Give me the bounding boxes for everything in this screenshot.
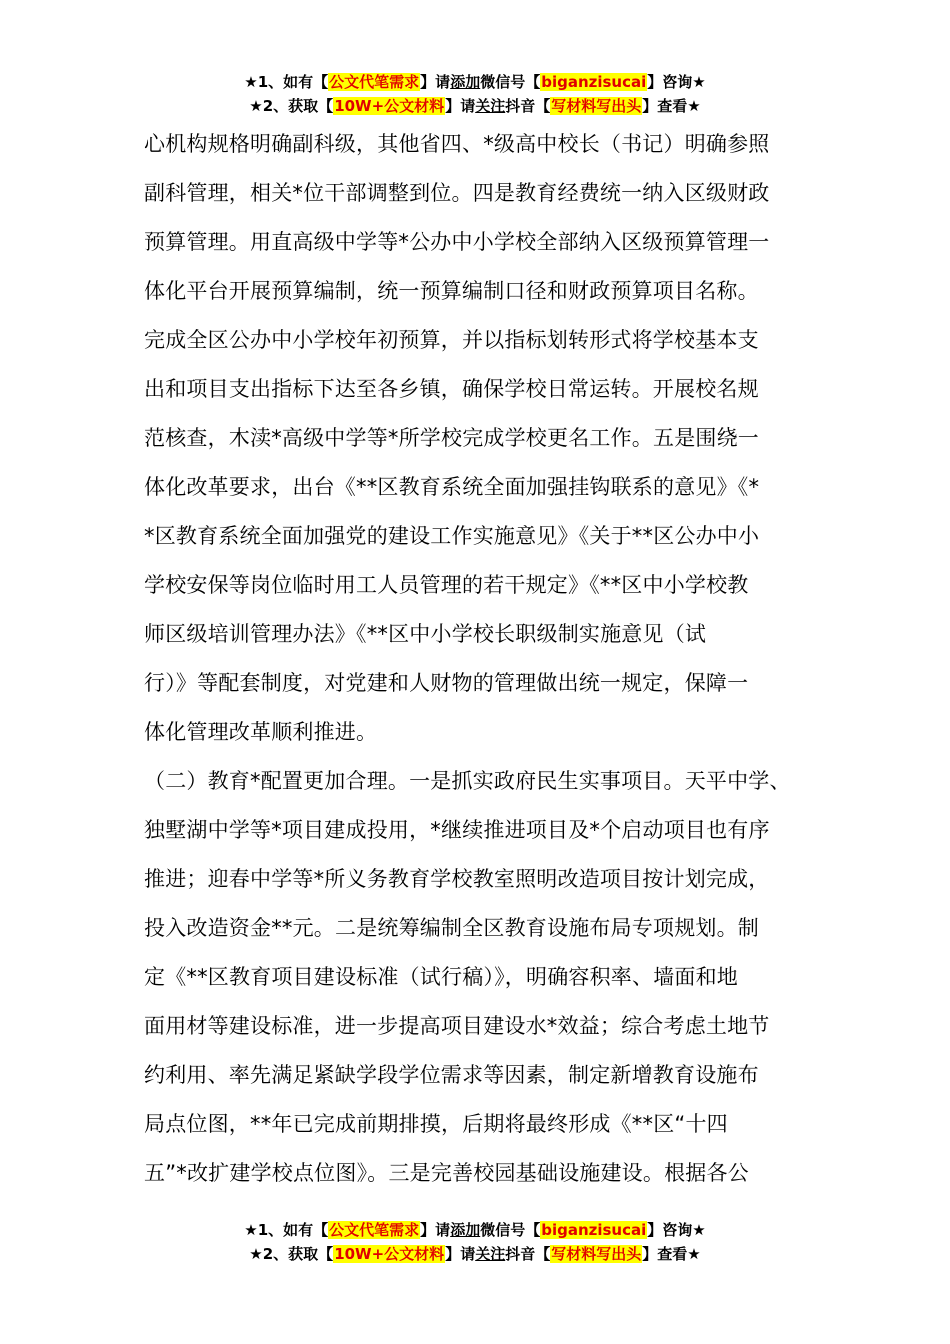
text-line: *区教育系统全面加强党的建设工作实施意见》《关于**区公办中小 [144,524,760,548]
text-line: 师区级培训管理办法》《**区中小学校长职级制实施意见（试 [144,622,707,646]
highlight-douyin-account: 写材料写出头 [551,1245,642,1263]
text-line: 独墅湖中学等*项目建成投用，*继续推进项目及*个启动项目也有序 [144,818,770,842]
text-line: 定《**区教育项目建设标准（试行稿）》，明确容积率、墙面和地 [144,965,738,989]
banner-text: 】查看★ [642,1245,701,1263]
text-line: 行）》等配套制度，对党建和人财物的管理做出统一规定，保障一 [144,671,749,695]
header-banner [0,70,950,118]
text-line: 面用材等建设标准，进一步提高项目建设水*效益；综合考虑土地节 [144,1014,770,1038]
footer-banner [0,1218,950,1266]
banner-text: 微信号【 [480,1221,541,1239]
banner-text: 】咨询★ [647,1221,706,1239]
underlined-add: 添加 [450,73,481,91]
highlight-wechat-id: biganzisucai [541,1221,647,1239]
text-line: 体化改革要求，出台《**区教育系统全面加强挂钩联系的意见》《* [144,475,760,499]
text-line: 投入改造资金**元。二是统筹编制全区教育设施布局专项规划。制 [144,916,759,940]
highlight-materials: 10W+公文材料 [334,1245,445,1263]
banner-text: 】查看★ [642,97,701,115]
text-line: 范核查，木渎*高级中学等*所学校完成学校更名工作。五是围绕一 [144,426,759,450]
text-line: 副科管理，相关*位干部调整到位。四是教育经费统一纳入区级财政 [144,181,770,205]
banner-line-1 [0,70,950,94]
underlined-follow: 关注 [475,1245,506,1263]
text-line: 推进；迎春中学等*所义务教育学校教室照明改造项目按计划完成， [144,867,770,891]
banner-text: 】请 [445,97,476,115]
banner-text: 】咨询★ [647,73,706,91]
text-line: 体化平台开展预算编制，统一预算编制口径和财政预算项目名称。 [144,279,759,303]
banner-line-2 [0,94,950,118]
banner-text: 抖音【 [505,97,551,115]
banner-text: 】请 [420,1221,451,1239]
document-body [144,120,814,1198]
text-line: （二）教育*配置更加合理。一是抓实政府民生实事项目。天平中学、 [144,769,791,793]
banner-text: ★2、获取【 [249,97,334,115]
banner-text: 抖音【 [505,1245,551,1263]
text-line: 学校安保等岗位临时用工人员管理的若干规定》《**区中小学校教 [144,573,749,597]
text-line: 局点位图，**年已完成前期排摸，后期将最终形成《**区“十四 [144,1112,728,1136]
text-line: 体化管理改革顺利推进。 [144,720,378,744]
banner-text: 】请 [445,1245,476,1263]
banner-text: ★1、如有【 [244,73,329,91]
banner-text: ★1、如有【 [244,1221,329,1239]
banner-text: 】请 [420,73,451,91]
text-line: 预算管理。用直高级中学等*公办中小学校全部纳入区级预算管理一 [144,230,770,254]
text-line: 完成全区公办中小学校年初预算，并以指标划转形式将学校基本支 [144,328,759,352]
highlight-service: 公文代笔需求 [329,73,420,91]
text-line: 心机构规格明确副科级，其他省四、*级高中校长（书记）明确参照 [144,132,770,156]
highlight-douyin-account: 写材料写出头 [551,97,642,115]
text-line: 约利用、率先满足紧缺学段学位需求等因素，制定新增教育设施布 [144,1063,759,1087]
text-line: 五”*改扩建学校点位图》。三是完善校园基础设施建设。根据各公 [144,1161,749,1185]
highlight-service: 公文代笔需求 [329,1221,420,1239]
underlined-add: 添加 [450,1221,481,1239]
highlight-wechat-id: biganzisucai [541,73,647,91]
banner-text: 微信号【 [480,73,541,91]
highlight-materials: 10W+公文材料 [334,97,445,115]
underlined-follow: 关注 [475,97,506,115]
banner-text: ★2、获取【 [249,1245,334,1263]
banner-line-2 [0,1242,950,1266]
text-line: 出和项目支出指标下达至各乡镇，确保学校日常运转。开展校名规 [144,377,759,401]
banner-line-1 [0,1218,950,1242]
